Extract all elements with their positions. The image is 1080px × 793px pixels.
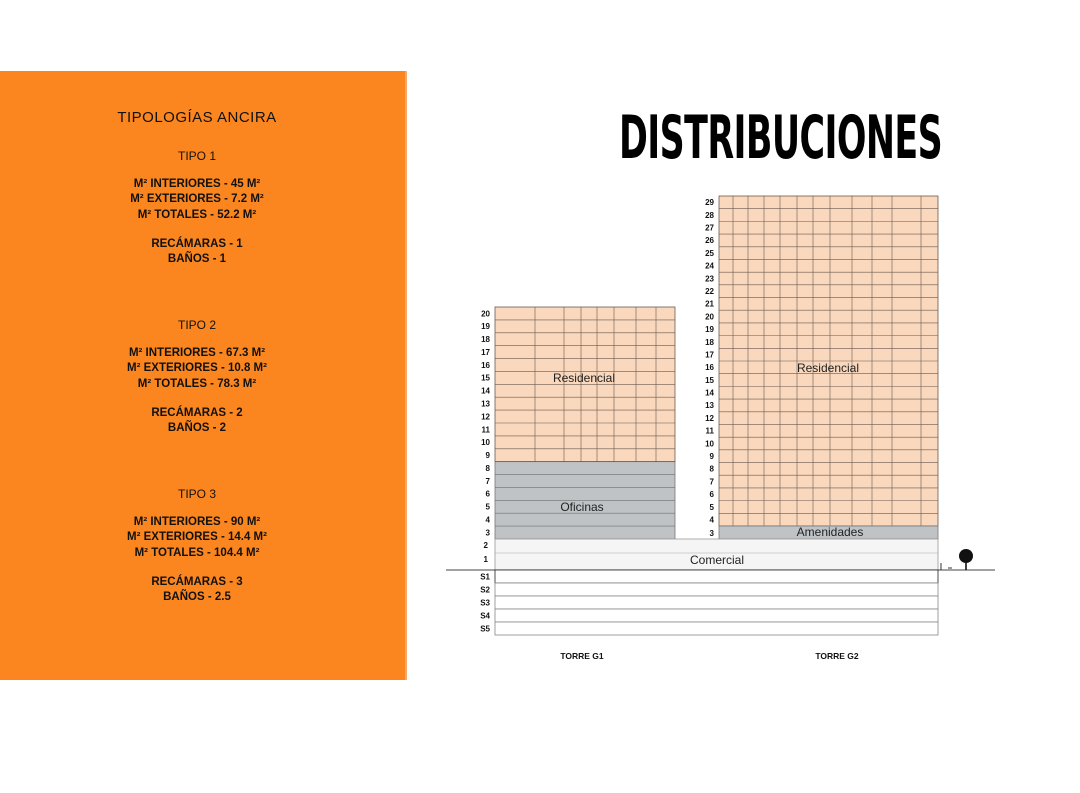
floor-label: 17 bbox=[481, 347, 490, 357]
floor-label: 4 bbox=[709, 515, 714, 525]
floor-label: 12 bbox=[705, 413, 714, 423]
floor-label: 20 bbox=[705, 312, 714, 322]
floor-label: 18 bbox=[705, 337, 714, 347]
floor-label: 20 bbox=[481, 309, 490, 319]
floor-label: 11 bbox=[481, 425, 490, 435]
floor-label: 14 bbox=[481, 386, 490, 396]
basement-level bbox=[495, 570, 938, 583]
amenidades-label: Amenidades bbox=[796, 525, 864, 539]
floor-label: 7 bbox=[485, 476, 490, 486]
floor-label: S1 bbox=[480, 572, 490, 582]
spec-exteriores: M² EXTERIORES - 14.4 M² bbox=[127, 531, 267, 544]
spec-totales: M² TOTALES - 78.3 M² bbox=[137, 377, 257, 390]
spec-exteriores: M² EXTERIORES - 7.2 M² bbox=[130, 193, 264, 206]
floor-label: 8 bbox=[485, 463, 490, 473]
floor-label: 5 bbox=[485, 502, 490, 512]
residencial-label-g2: Residencial bbox=[796, 361, 860, 375]
spec-interiores: M² INTERIORES - 45 M² bbox=[133, 178, 261, 190]
oficinas-label: Oficinas bbox=[560, 500, 604, 514]
panel-title: TIPOLOGÍAS ANCIRA bbox=[117, 109, 277, 126]
floor-label: 24 bbox=[705, 261, 714, 271]
floor-label: 2 bbox=[483, 541, 488, 550]
spec-totales: M² TOTALES - 52.2 M² bbox=[137, 208, 257, 221]
basement-level bbox=[495, 609, 938, 622]
floor-label: 19 bbox=[705, 325, 714, 335]
type-name: TIPO 3 bbox=[177, 487, 216, 501]
floor-label: 21 bbox=[705, 299, 714, 309]
floor-label: 25 bbox=[705, 248, 714, 258]
floor-label: 1 bbox=[483, 555, 488, 564]
spec-recamaras: RECÁMARAS - 3 bbox=[151, 575, 243, 588]
tree-icon bbox=[959, 549, 973, 563]
spec-banos: BAÑOS - 2 bbox=[167, 422, 227, 435]
floor-label: S3 bbox=[480, 598, 490, 608]
floor-label: 16 bbox=[705, 363, 714, 373]
floor-label: 4 bbox=[485, 515, 490, 525]
spec-recamaras: RECÁMARAS - 1 bbox=[151, 237, 243, 250]
floor-label: 6 bbox=[709, 490, 714, 500]
residencial-label-g1: Residencial bbox=[552, 371, 616, 385]
floor-label: 6 bbox=[485, 489, 490, 499]
spec-recamaras: RECÁMARAS - 2 bbox=[151, 406, 243, 419]
floor-label: 3 bbox=[709, 529, 714, 538]
floor-label: 28 bbox=[705, 210, 714, 220]
floor-label: 29 bbox=[705, 198, 714, 208]
floor-label: 10 bbox=[705, 439, 714, 449]
floor-label: S5 bbox=[480, 624, 490, 634]
floor-label: 26 bbox=[705, 236, 714, 246]
spec-totales: M² TOTALES - 104.4 M² bbox=[134, 546, 260, 559]
floor-label: 15 bbox=[481, 373, 490, 383]
floor-label: 19 bbox=[481, 322, 490, 332]
floor-label: 9 bbox=[709, 451, 714, 461]
floor-label: 13 bbox=[481, 399, 490, 409]
floor-label: 9 bbox=[485, 451, 490, 461]
floor-label: 13 bbox=[705, 401, 714, 411]
floor-label: 23 bbox=[705, 274, 714, 284]
floor-label: 10 bbox=[481, 438, 490, 448]
basement-level bbox=[495, 583, 938, 596]
floor-label: 22 bbox=[705, 286, 714, 296]
type-name: TIPO 1 bbox=[177, 149, 216, 163]
floor-label: 27 bbox=[705, 223, 714, 233]
floor-label: 11 bbox=[705, 426, 714, 436]
floor-label: 8 bbox=[709, 464, 714, 474]
spec-exteriores: M² EXTERIORES - 10.8 M² bbox=[127, 362, 267, 375]
floor-label: 7 bbox=[709, 477, 714, 487]
floor-label: 17 bbox=[705, 350, 714, 360]
tower-label-g1: TORRE G1 bbox=[560, 651, 604, 661]
type-name: TIPO 2 bbox=[177, 318, 216, 332]
floor-label: 14 bbox=[705, 388, 714, 398]
spec-banos: BAÑOS - 2.5 bbox=[163, 591, 231, 604]
floor-label: 18 bbox=[481, 335, 490, 345]
floor-label: 16 bbox=[481, 360, 490, 370]
floor-label: S4 bbox=[480, 611, 490, 621]
spec-interiores: M² INTERIORES - 90 M² bbox=[133, 516, 261, 528]
page-title: DISTRIBUCIONES bbox=[619, 103, 943, 173]
basement-level bbox=[495, 622, 938, 635]
comercial-label: Comercial bbox=[689, 553, 745, 567]
basement-level bbox=[495, 596, 938, 609]
floor-label: 15 bbox=[705, 375, 714, 385]
tower-label-g2: TORRE G2 bbox=[815, 651, 859, 661]
floor-label: S2 bbox=[480, 585, 490, 595]
spec-interiores: M² INTERIORES - 67.3 M² bbox=[128, 347, 266, 359]
floor-label: 3 bbox=[485, 528, 490, 538]
floor-label: 12 bbox=[481, 412, 490, 422]
spec-banos: BAÑOS - 1 bbox=[167, 253, 227, 266]
floor-label: 5 bbox=[709, 502, 714, 512]
